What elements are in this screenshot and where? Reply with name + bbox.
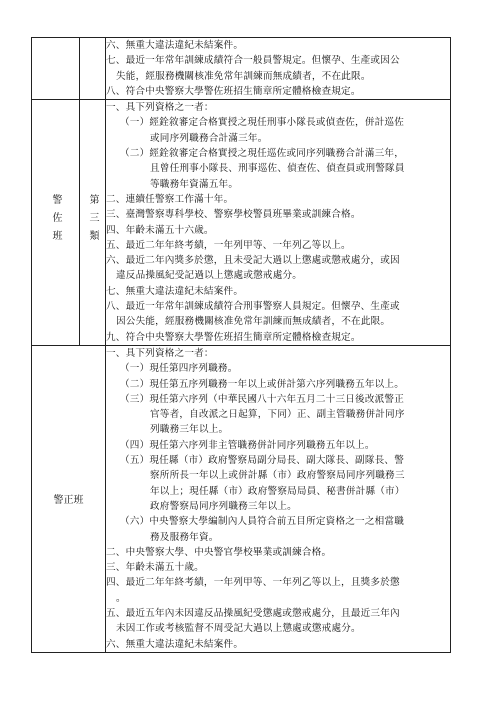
list-item: （二）現任第五序列職務一年以上或併計第六序列職務五年以上。 [120,378,405,390]
requirements-cell-inspector [106,345,451,652]
list-item: 六、無重大違法違紀未結案件。 [106,40,244,51]
list-item: 二、中央警察大學、中央警官學校畢業或訓練合格。 [106,546,332,558]
list-item: 七、最近一年常年訓練成績符合一般員警規定。但懷孕、生產或因公 [106,55,400,67]
list-item: 五、最近五年內未因違反品操風紀受懲處或懲戒處分，且最近三年內 [106,607,400,619]
list-item: （四）現任第六序列非主管職務併計同序列職務五年以上。 [120,439,375,451]
list-item: 官等者，自改派之日起算，下同）正、副主管職務併計同序 [150,409,405,421]
list-item: 七、無重大違法違紀未結案件。 [106,285,244,297]
list-item: （一）經銓敘審定合格實授之現任刑事小隊長或偵查佐，併計巡佐 [120,117,405,129]
list-item: 且曾任刑事小隊長、刑事巡佐、偵查佐、偵查員或刑警隊員 [150,163,405,175]
rank-cell [32,100,80,346]
list-item: 八、符合中央警察大學警佐班招生簡章所定體格檢查規定。 [106,85,361,97]
rank-cell-empty [32,38,80,100]
list-item: 。 [116,592,126,604]
list-item: 列職務三年以上。 [150,424,229,436]
list-item: 一、具下列資格之一者： [106,347,214,359]
requirements-cell-top [106,38,451,100]
list-item: 五、最近二年年終考績，一年列甲等、一年列乙等以上。 [106,239,351,251]
list-item: 年以上；現任縣（市）政府警察局局員、秘書併計縣（市） [150,485,405,497]
list-item: 察所所長一年以上或併計縣（市）政府警察局同序列職務三 [150,470,405,482]
rank-label: 警正班 [53,495,84,507]
rank-label: 警佐班 [50,194,61,249]
list-item: 九、符合中央警察大學警佐班招生簡章所定體格檢查規定。 [106,331,361,343]
list-item: 六、無重大違法違紀未結案件。 [106,638,244,650]
list-item: 違反品操風紀受記過以上懲處或懲戒處分。 [116,270,303,282]
list-item: 六、最近二年內獎多於懲，且未受記大過以上懲處或懲戒處分，或因 [106,255,400,267]
list-item: 二、連續任警察工作滿十年。 [106,193,234,205]
list-item: 或同序列職務合計滿三年。 [150,132,268,144]
list-item: （二）經銓敘審定合格實授之現任巡佐或同序列職務合計滿三年， [120,148,405,160]
list-item: 四、年齡未滿五十六歲。 [106,224,214,236]
list-item: （三）現任第六序列（中華民國八十六年五月二十三日後改派警正 [120,393,405,405]
list-item: （一）現任第四序列職務。 [120,363,238,375]
list-item: （五）現任縣（市）政府警察局副分局長、副大隊長、副隊長、警 [120,455,405,467]
category-cell [80,100,106,346]
list-item: 失能，經服務機關核准免常年訓練而無成績者，不在此限。 [116,70,371,82]
qualification-table [31,37,451,653]
list-item: （六）中央警察大學編制內人員符合前五目所定資格之一之相當職 [120,516,405,528]
list-item: 一、具下列資格之一者： [106,102,214,114]
list-item: 三、年齡未滿五十歲。 [106,562,204,574]
rank-cell-inspector [32,345,106,652]
table-row-inspector [32,345,451,652]
table-row-top [32,38,451,100]
list-item: 四、最近二年年終考績，一年列甲等、一年列乙等以上，且獎多於懲 [106,577,400,589]
category-label: 第三類 [87,194,98,249]
list-item: 因公失能，經服務機關核准免常年訓練而無成績者，不在此限。 [116,316,391,328]
list-item: 八、最近一年常年訓練成績符合刑事警察人員規定。但懷孕、生產或 [106,301,400,313]
list-item: 務及服務年資。 [150,531,219,543]
requirements-cell-sergeant [106,100,451,346]
list-item: 等職務年資滿五年。 [150,178,239,190]
list-item: 政府警察局同序列職務三年以上。 [150,500,297,512]
list-item: 三、臺灣警察專科學校、警察學校警員班畢業或訓練合格。 [106,209,361,221]
category-cell-empty [80,38,106,100]
list-item: 未因工作或考核監督不周受記大過以上懲處或懲戒處分。 [116,623,361,635]
table-row-sergeant [32,100,451,346]
